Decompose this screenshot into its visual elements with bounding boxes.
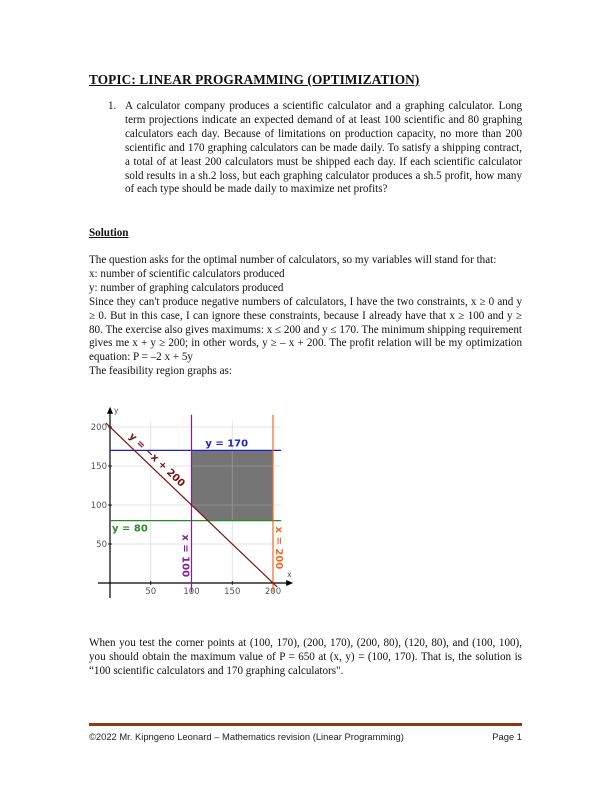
- x-tick-label: 150: [224, 587, 241, 597]
- footer-text: ©2022 Mr. Kipngeno Leonard – Mathematics revision (Linear Programming): [89, 731, 404, 742]
- page-number: Page 1: [492, 731, 522, 742]
- solution-body: [89, 254, 522, 379]
- page-title: TOPIC: LINEAR PROGRAMMING (OPTIMIZATION): [89, 72, 420, 87]
- y-tick-label: 150: [90, 462, 107, 472]
- label-y-170: y = 170: [205, 438, 249, 450]
- x-tick-label: 200: [264, 587, 282, 597]
- x-tick-label: 50: [145, 587, 157, 597]
- footer: [89, 731, 522, 742]
- label-x-100: x = 100: [179, 534, 191, 578]
- y-tick-label: 100: [90, 501, 107, 511]
- y-tick-label: 200: [90, 423, 107, 433]
- question-text: A calculator company produces a scientific calculator and a graphing calculator. Long term projections indicate an expected demand of at least 100 scientific and 80 graphing calculators each day. Because of limitations on production capacity, no more than 200 scientific and 170 graphing calculators can be made daily. To satisfy a shipping contract, a total of at least 200 calculators must be shipped each day. If each scientific calculator sold results in a sh.2 loss, but each graphing calculator produces a sh.5 profit, how many of each type should be made daily to maximize net profits?: [125, 100, 522, 196]
- variable-y-definition: y: number of graphing calculators produced: [89, 281, 284, 294]
- y-tick-label: 50: [96, 540, 107, 550]
- feasible-region-layer: [192, 450, 274, 520]
- constraints-paragraph: Since they can't produce negative numbers of calculators, I have the two constraints, x ≥ 0 and y ≥ 0. But in this case, I can ignore these constraints, because I already have that x ≥ 100 and y ≥ 80. The exercise also gives maximums: x ≤ 200 and y ≤ 170. The minimum shipping requirement gives me x + y ≥ 200; in other words, y ≥ – x + 200. The profit relation will be my optimization equation: P = –2 x + 5y: [89, 295, 522, 364]
- graph-intro: The feasibility region graphs as:: [89, 365, 232, 378]
- x-axis-arrow: [286, 580, 293, 586]
- feasibility-region-chart: [88, 398, 298, 598]
- solution-intro: The question asks for the optimal number of calculators, so my variables will stand for that:: [89, 254, 497, 266]
- x-tick-label: 100: [183, 587, 200, 597]
- question-number: 1.: [108, 100, 117, 112]
- footer-divider: [89, 723, 522, 726]
- y-axis-arrow: [107, 407, 113, 414]
- label-x-200: x = 200: [273, 526, 284, 570]
- y-axis-label: y: [114, 405, 119, 415]
- label-y-x-200: y = −x + 200: [126, 431, 187, 490]
- x-axis-label: x: [287, 570, 292, 579]
- variable-x-definition: x: number of scientific calculators produced: [89, 267, 285, 280]
- conclusion-paragraph: When you test the corner points at (100, 170), (200, 170), (200, 80), (120, 80), and (100, 100), you should obtain the maximum value of P = 650 at (x, y) = (100, 170). That is, the solution is “100 scientific calculators and 170 graphing calculators".: [89, 637, 522, 677]
- label-y-80: y = 80: [112, 523, 148, 535]
- question-1: [108, 100, 522, 197]
- solution-heading: Solution: [89, 227, 129, 239]
